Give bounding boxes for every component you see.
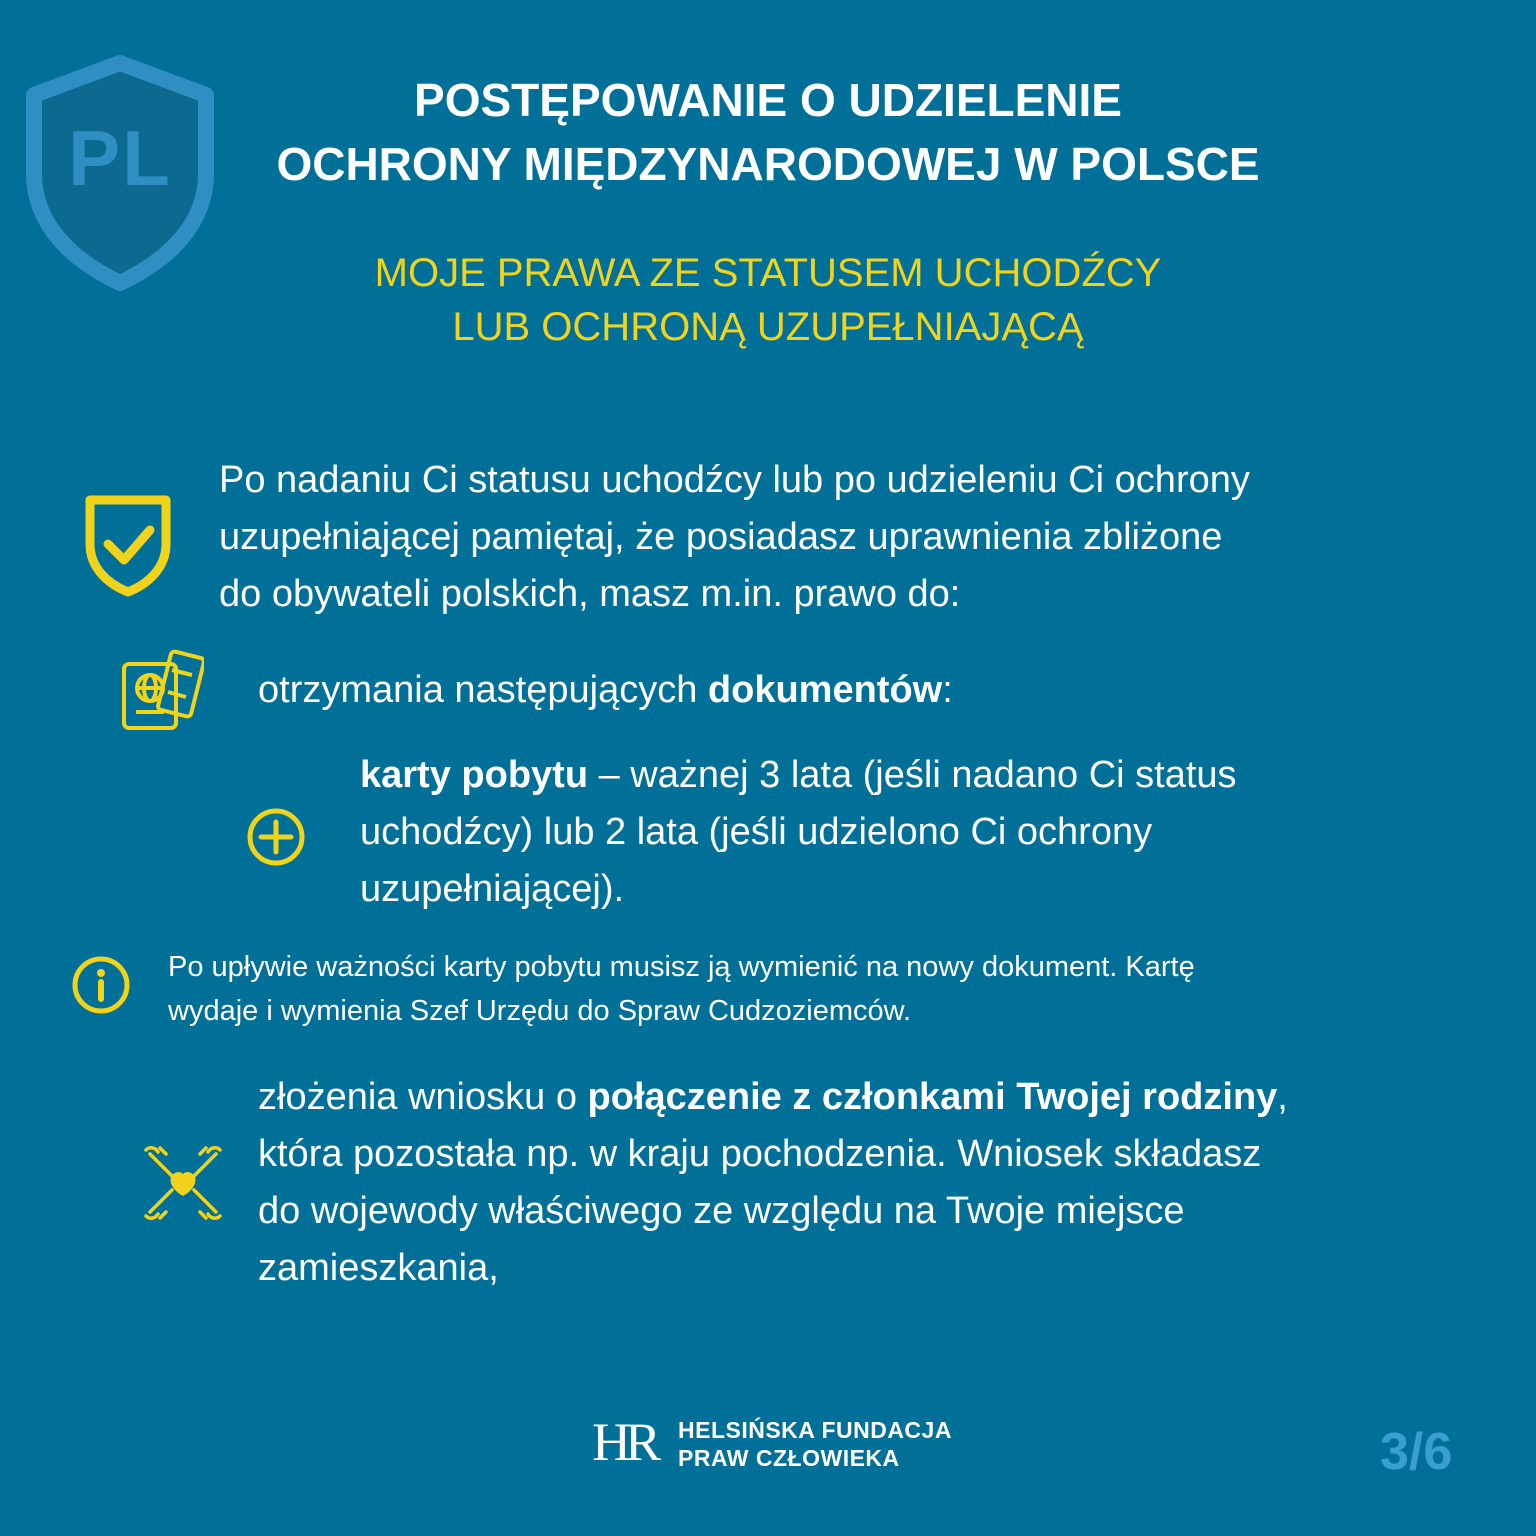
intro-paragraph — [219, 452, 1479, 623]
documents-colon: : — [942, 669, 953, 711]
subtitle-line-2: LUB OCHRONĄ UZUPEŁNIAJĄCĄ — [452, 305, 1084, 349]
residence-card-bold: karty pobytu — [360, 754, 589, 796]
intro-line: do obywateli polskich, masz m.in. prawo do: — [219, 573, 961, 615]
family-comma: , — [1277, 1076, 1288, 1118]
residence-card-item — [360, 747, 1480, 918]
shield-check-icon — [80, 492, 176, 598]
badge-label: PL — [68, 114, 172, 202]
documents-text: otrzymania następujących — [258, 669, 708, 711]
organization-name — [678, 1416, 952, 1472]
hr-monogram: HR — [592, 1412, 656, 1472]
residence-card-line-2: uchodźcy) lub 2 lata (jeśli udzielono Ci ochrony — [360, 811, 1153, 853]
title-line-1: POSTĘPOWANIE O UDZIELENIE — [414, 74, 1122, 126]
passport-icon — [120, 648, 204, 732]
family-line-3: do wojewody właściwego ze względu na Twoje miejsce — [258, 1190, 1185, 1232]
page-number: 3/6 — [1380, 1423, 1453, 1481]
info-line-2: wydaje i wymienia Szef Urzędu do Spraw Cudzoziemców. — [168, 995, 912, 1027]
page-subtitle — [0, 246, 1536, 354]
family-item — [258, 1069, 1488, 1297]
documents-bold: dokumentów — [707, 669, 943, 711]
plus-circle-icon — [245, 806, 307, 868]
page-title — [0, 72, 1536, 193]
info-note — [168, 945, 1498, 1033]
intro-line: Po nadaniu Ci statusu uchodźcy lub po udzieleniu Ci ochrony — [219, 459, 1250, 501]
family-bold: połączenie z członkami Twojej rodziny — [587, 1076, 1278, 1118]
info-line-1: Po upływie ważności karty pobytu musisz ją wymienić na nowy dokument. Kartę — [168, 951, 1195, 983]
organization-name-line-1: HELSIŃSKA FUNDACJA — [678, 1417, 952, 1443]
hands-heart-icon — [140, 1140, 226, 1226]
organization-name-line-2: PRAW CZŁOWIEKA — [678, 1445, 900, 1471]
family-line-2: która pozostała np. w kraju pochodzenia. Wniosek składasz — [258, 1133, 1262, 1175]
documents-item — [258, 662, 953, 719]
organization-logo — [592, 1412, 952, 1476]
intro-line: uzupełniającej pamiętaj, że posiadasz uprawnienia zbliżone — [219, 516, 1223, 558]
title-line-2: OCHRONY MIĘDZYNARODOWEJ W POLSCE — [276, 137, 1260, 190]
family-line-1: złożenia wniosku o — [258, 1076, 588, 1118]
residence-card-line-3: uzupełniającej). — [360, 868, 625, 910]
subtitle-line-1: MOJE PRAWA ZE STATUSEM UCHODŹCY — [374, 251, 1162, 295]
residence-card-line-1: – ważnej 3 lata (jeśli nadano Ci status — [588, 754, 1237, 796]
info-icon — [70, 954, 132, 1016]
family-line-4: zamieszkania, — [258, 1247, 499, 1289]
